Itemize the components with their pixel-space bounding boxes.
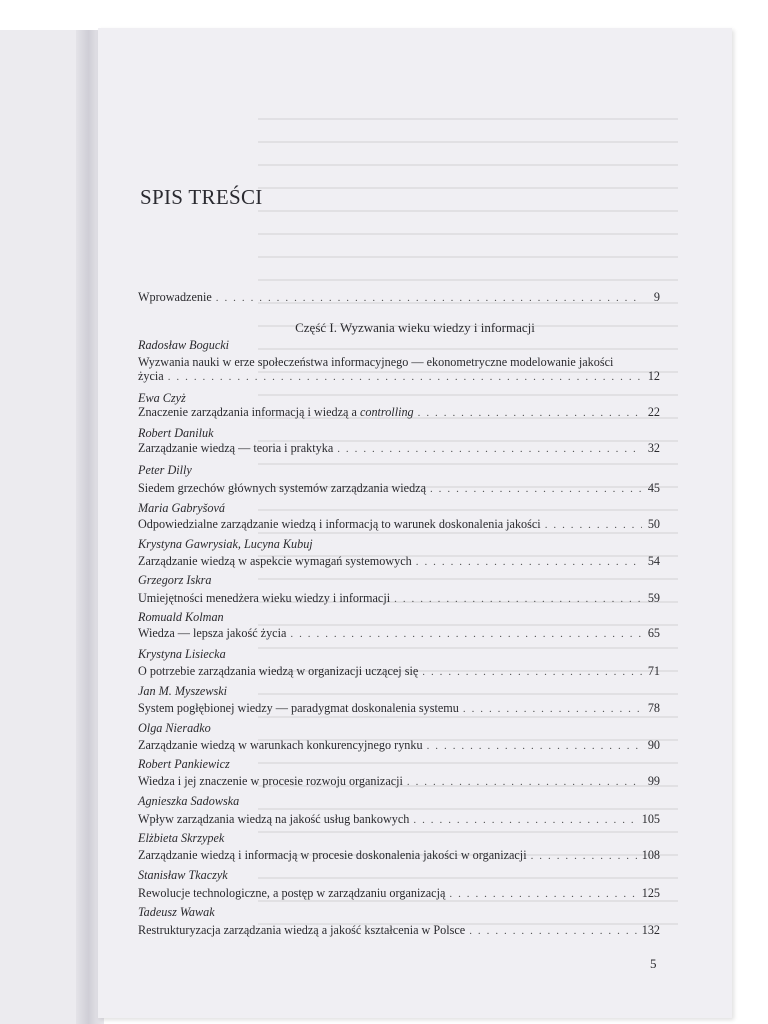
- entry-page: 71: [647, 664, 660, 678]
- toc-entry: [138, 554, 660, 569]
- dot-leader: [418, 406, 642, 420]
- entry-title: Zarządzanie wiedzą w aspekcie wymagań systemowych: [138, 554, 412, 568]
- toc-intro: [138, 290, 660, 305]
- entry-page: 45: [647, 481, 660, 495]
- dot-leader: [290, 627, 642, 641]
- entry-title: Rewolucje technologiczne, a postęp w zarządzaniu organizacją: [138, 886, 446, 900]
- entry-author: Tadeusz Wawak: [138, 905, 215, 919]
- entry-title: System pogłębionej wiedzy — paradygmat doskonalenia systemu: [138, 701, 459, 715]
- dot-leader: [531, 849, 638, 863]
- dot-leader: [416, 555, 642, 569]
- page-number: 5: [650, 956, 657, 971]
- page-title: SPIS TREŚCI: [140, 185, 263, 209]
- dot-leader: [413, 813, 637, 827]
- entry-title: Zarządzanie wiedzą w warunkach konkurencyjnego rynku: [138, 738, 423, 752]
- entry-author: Olga Nieradko: [138, 721, 211, 735]
- entry-title: Zarządzanie wiedzą i informacją w procesie doskonalenia jakości w organizacji: [138, 848, 527, 862]
- dot-leader: [463, 702, 642, 716]
- dot-leader: [168, 370, 642, 384]
- entry-author: Grzegorz Iskra: [138, 573, 212, 587]
- dot-leader: [394, 592, 642, 606]
- toc-entry: [138, 738, 660, 753]
- dot-leader: [430, 482, 642, 496]
- entry-author: Radosław Bogucki: [138, 338, 230, 352]
- entry-page: 22: [647, 405, 660, 419]
- entry-page: 32: [647, 441, 660, 455]
- dot-leader: [337, 442, 642, 456]
- entry-author: Stanisław Tkaczyk: [138, 868, 228, 882]
- entry-page: 65: [647, 626, 660, 640]
- toc-entry: [138, 481, 660, 496]
- entry-title: Restrukturyzacja zarządzania wiedzą a jakość kształcenia w Polsce: [138, 923, 466, 937]
- entry-page: 99: [647, 774, 660, 788]
- entry-title: Wiedza — lepsza jakość życia: [138, 626, 287, 640]
- entry-title: O potrzebie zarządzania wiedzą w organizacji uczącej się: [138, 664, 419, 678]
- toc-entry: [138, 591, 660, 606]
- entry-title-italic: controlling: [359, 405, 414, 419]
- entry-title: Wyzwania nauki w erze społeczeństwa informacyjnego — ekonometryczne modelowanie jakości: [138, 355, 614, 369]
- toc-page: [98, 28, 732, 1018]
- toc-entry: [138, 701, 660, 716]
- entry-author: Romuald Kolman: [138, 610, 224, 624]
- entry-author: Agnieszka Sadowska: [138, 794, 240, 808]
- entry-title: Wiedza i jej znaczenie w procesie rozwoju organizacji: [138, 774, 403, 788]
- entry-title: Zarządzanie wiedzą — teoria i praktyka: [138, 441, 334, 455]
- entry-title-cont: życia: [138, 369, 164, 383]
- toc-entry: [138, 664, 660, 679]
- intro-page: 9: [653, 290, 660, 304]
- entry-page: 50: [647, 517, 660, 531]
- entry-title: Wpływ zarządzania wiedzą na jakość usług bankowych: [138, 812, 410, 826]
- entry-page: 132: [641, 923, 660, 937]
- entry-author: Elżbieta Skrzypek: [138, 831, 225, 845]
- toc-entry: [138, 886, 660, 901]
- entry-page: 90: [647, 738, 660, 752]
- part-heading: Część I. Wyzwania wieku wiedzy i informacji: [295, 320, 535, 335]
- toc-entry: [138, 626, 660, 641]
- entry-page: 54: [647, 554, 660, 568]
- entry-page: 125: [641, 886, 660, 900]
- toc-entry: [138, 405, 660, 420]
- entry-title: Siedem grzechów głównych systemów zarządzania wiedzą: [138, 481, 426, 495]
- entry-page: 105: [641, 812, 660, 826]
- entry-author: Robert Daniluk: [138, 426, 214, 440]
- entry-page: 59: [647, 591, 660, 605]
- toc-entry: [138, 774, 660, 789]
- toc-entry: [138, 812, 660, 827]
- entry-page: 12: [647, 369, 660, 383]
- toc-entry: [138, 848, 660, 863]
- toc-entry: [138, 441, 660, 456]
- entry-title: Odpowiedzialne zarządzanie wiedzą i informacją to warunek doskonalenia jakości: [138, 517, 541, 531]
- dot-leader: [469, 924, 638, 938]
- intro-label: Wprowadzenie: [138, 290, 212, 304]
- entry-title-text: Znaczenie zarządzania informacją i wiedzą a: [138, 405, 360, 419]
- dot-leader: [422, 665, 642, 679]
- entry-author: Jan M. Myszewski: [138, 684, 228, 698]
- dot-leader: [407, 775, 642, 789]
- entry-title: Umiejętności menedżera wieku wiedzy i informacji: [138, 591, 391, 605]
- entry-page: 78: [647, 701, 660, 715]
- toc-entry: [138, 517, 660, 532]
- toc-entry: [138, 369, 660, 384]
- entry-author: Maria Gabryšová: [138, 501, 225, 515]
- dot-leader: [449, 887, 637, 901]
- dot-leader: [216, 291, 642, 305]
- toc-entry: [138, 923, 660, 938]
- entry-author: Robert Pankiewicz: [138, 757, 230, 771]
- entry-title: [138, 405, 414, 419]
- dot-leader: [545, 518, 642, 532]
- entry-author: Ewa Czyż: [138, 391, 186, 405]
- entry-author: Krystyna Gawrysiak, Lucyna Kubuj: [138, 537, 313, 551]
- entry-author: Peter Dilly: [138, 463, 192, 477]
- dot-leader: [427, 739, 642, 753]
- entry-page: 108: [641, 848, 660, 862]
- entry-author: Krystyna Lisiecka: [138, 647, 226, 661]
